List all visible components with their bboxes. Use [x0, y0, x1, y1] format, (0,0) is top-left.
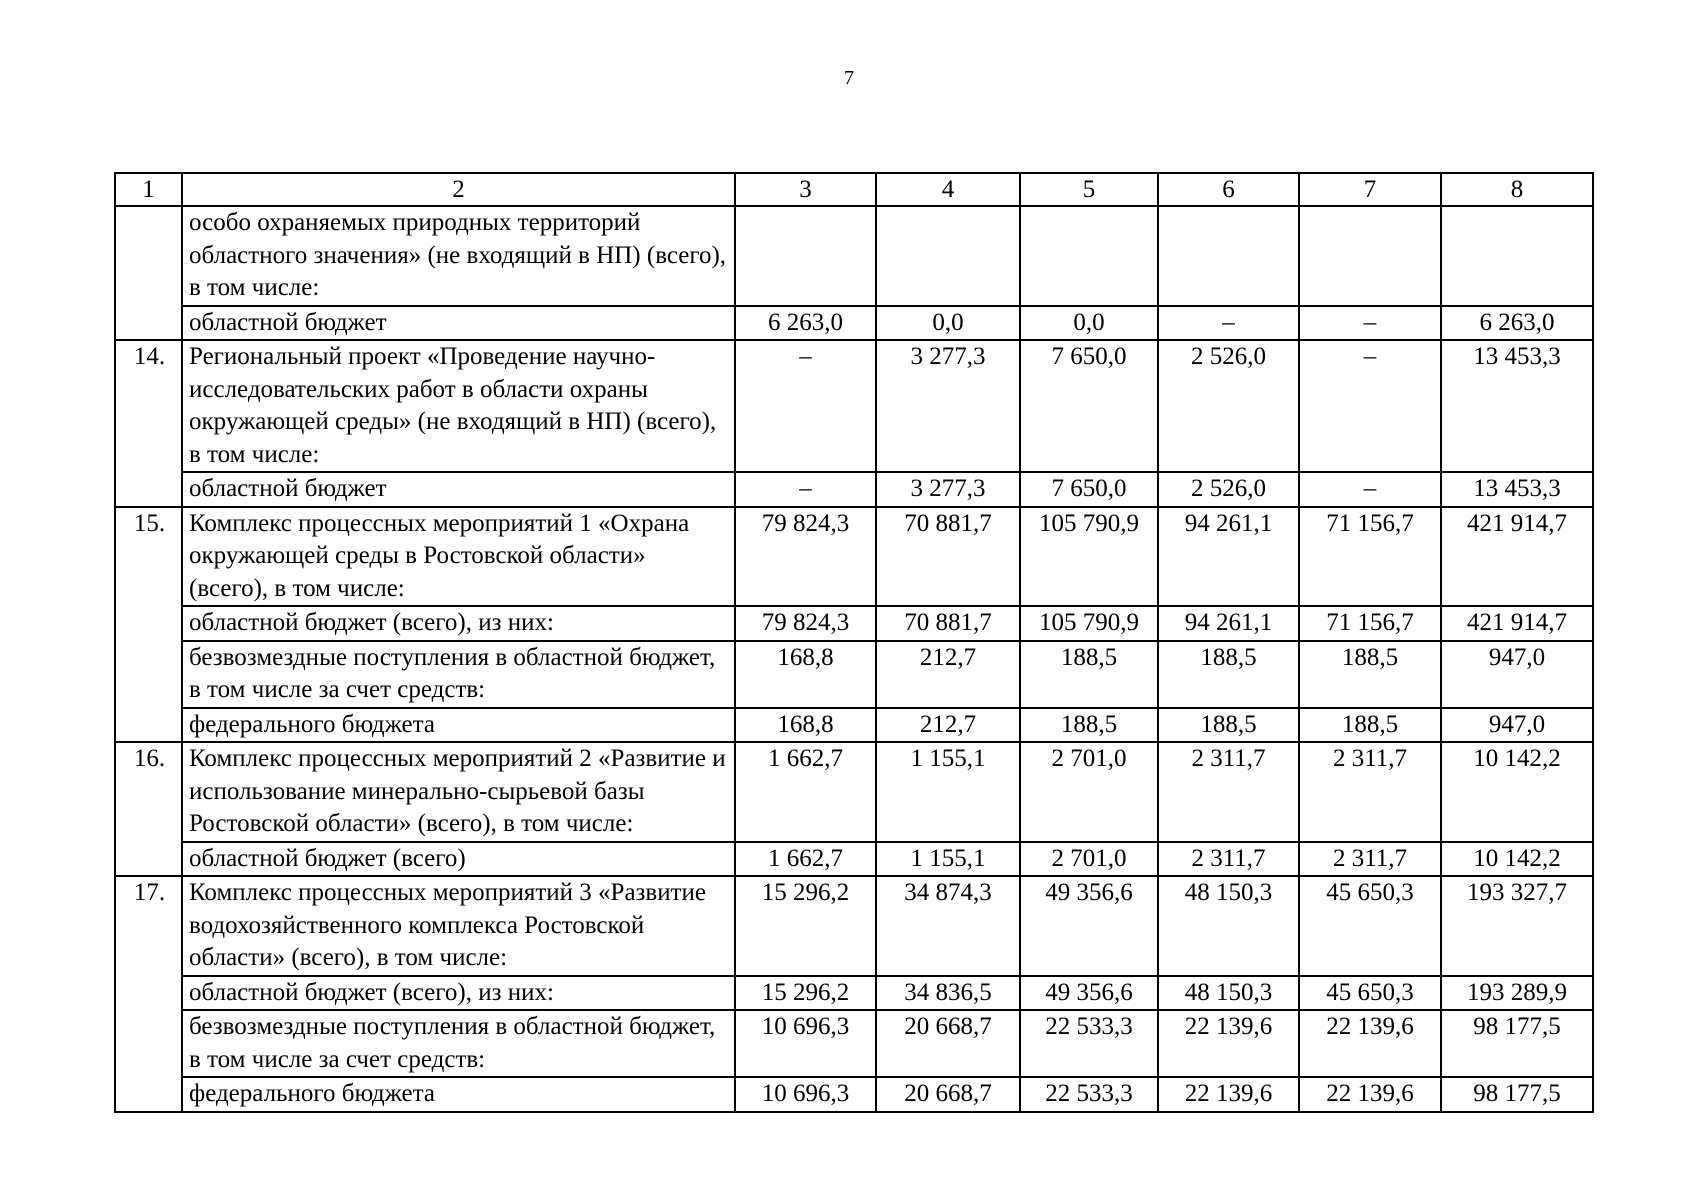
- table-row: [115, 1010, 1593, 1077]
- table-row: [115, 206, 1593, 306]
- value-cell: 1 662,7: [735, 742, 876, 842]
- header-cell: 6: [1158, 173, 1299, 206]
- value-cell: 13 453,3: [1441, 340, 1593, 472]
- value-cell: 0,0: [1020, 306, 1158, 341]
- value-cell: 10 696,3: [735, 1010, 876, 1077]
- value-cell: 421 914,7: [1441, 606, 1593, 641]
- row-label: областной бюджет (всего), из них:: [182, 606, 735, 641]
- value-cell: 7 650,0: [1020, 340, 1158, 472]
- value-cell: 15 296,2: [735, 876, 876, 976]
- budget-table: [114, 172, 1594, 1113]
- row-label: федерального бюджета: [182, 1077, 735, 1112]
- value-cell: 22 139,6: [1158, 1010, 1299, 1077]
- table-row: [115, 606, 1593, 641]
- table-row: [115, 472, 1593, 507]
- value-cell: 94 261,1: [1158, 507, 1299, 607]
- value-cell: –: [1299, 340, 1441, 472]
- table-row: [115, 842, 1593, 877]
- value-cell: 193 327,7: [1441, 876, 1593, 976]
- value-cell: 45 650,3: [1299, 976, 1441, 1011]
- value-cell: 48 150,3: [1158, 976, 1299, 1011]
- row-label: областной бюджет (всего): [182, 842, 735, 877]
- table-row: [115, 742, 1593, 842]
- value-cell: [876, 206, 1020, 306]
- value-cell: 10 696,3: [735, 1077, 876, 1112]
- value-cell: 1 155,1: [876, 742, 1020, 842]
- value-cell: 79 824,3: [735, 507, 876, 607]
- value-cell: –: [735, 472, 876, 507]
- value-cell: 188,5: [1299, 641, 1441, 708]
- value-cell: 188,5: [1158, 641, 1299, 708]
- row-label: Комплекс процессных мероприятий 3 «Развитие водохозяйственного комплекса Ростовской области» (всего), в том числе:: [182, 876, 735, 976]
- row-number: 16.: [115, 742, 182, 876]
- header-cell: 4: [876, 173, 1020, 206]
- value-cell: 6 263,0: [735, 306, 876, 341]
- value-cell: 2 701,0: [1020, 742, 1158, 842]
- value-cell: 2 526,0: [1158, 472, 1299, 507]
- header-cell: 1: [115, 173, 182, 206]
- table-row: [115, 708, 1593, 743]
- value-cell: [1441, 206, 1593, 306]
- value-cell: 188,5: [1020, 641, 1158, 708]
- value-cell: 10 142,2: [1441, 742, 1593, 842]
- value-cell: 22 533,3: [1020, 1010, 1158, 1077]
- table-row: [115, 340, 1593, 472]
- row-label: областной бюджет: [182, 306, 735, 341]
- value-cell: 2 311,7: [1299, 842, 1441, 877]
- value-cell: 947,0: [1441, 641, 1593, 708]
- value-cell: 2 526,0: [1158, 340, 1299, 472]
- row-label: безвозмездные поступления в областной бюджет, в том числе за счет средств:: [182, 1010, 735, 1077]
- value-cell: 71 156,7: [1299, 507, 1441, 607]
- value-cell: 188,5: [1020, 708, 1158, 743]
- value-cell: 13 453,3: [1441, 472, 1593, 507]
- value-cell: 6 263,0: [1441, 306, 1593, 341]
- value-cell: –: [1299, 306, 1441, 341]
- value-cell: 20 668,7: [876, 1010, 1020, 1077]
- value-cell: 98 177,5: [1441, 1077, 1593, 1112]
- table-row: [115, 507, 1593, 607]
- row-label: областной бюджет (всего), из них:: [182, 976, 735, 1011]
- value-cell: 22 533,3: [1020, 1077, 1158, 1112]
- header-cell: 8: [1441, 173, 1593, 206]
- value-cell: 70 881,7: [876, 507, 1020, 607]
- row-label: особо охраняемых природных территорий областного значения» (не входящий в НП) (всего), в том числе:: [182, 206, 735, 306]
- table-row: [115, 306, 1593, 341]
- value-cell: 48 150,3: [1158, 876, 1299, 976]
- value-cell: 212,7: [876, 708, 1020, 743]
- value-cell: 3 277,3: [876, 340, 1020, 472]
- value-cell: 193 289,9: [1441, 976, 1593, 1011]
- value-cell: [1020, 206, 1158, 306]
- value-cell: 2 311,7: [1158, 842, 1299, 877]
- value-cell: 2 311,7: [1299, 742, 1441, 842]
- value-cell: 0,0: [876, 306, 1020, 341]
- header-cell: 7: [1299, 173, 1441, 206]
- value-cell: 71 156,7: [1299, 606, 1441, 641]
- value-cell: 49 356,6: [1020, 876, 1158, 976]
- value-cell: 105 790,9: [1020, 606, 1158, 641]
- value-cell: 188,5: [1158, 708, 1299, 743]
- value-cell: 168,8: [735, 641, 876, 708]
- value-cell: 94 261,1: [1158, 606, 1299, 641]
- value-cell: 15 296,2: [735, 976, 876, 1011]
- header-cell: 5: [1020, 173, 1158, 206]
- row-number: 15.: [115, 507, 182, 743]
- value-cell: 79 824,3: [735, 606, 876, 641]
- row-label: областной бюджет: [182, 472, 735, 507]
- table-row: [115, 976, 1593, 1011]
- value-cell: 34 874,3: [876, 876, 1020, 976]
- value-cell: [735, 206, 876, 306]
- value-cell: 7 650,0: [1020, 472, 1158, 507]
- row-label: Комплекс процессных мероприятий 2 «Развитие и использование минерально-сырьевой базы Ростовской области» (всего), в том числе:: [182, 742, 735, 842]
- header-row: [115, 173, 1593, 206]
- header-cell: 2: [182, 173, 735, 206]
- row-label: Региональный проект «Проведение научно-исследовательских работ в области охраны окружающей среды» (не входящий в НП) (всего), в том числе:: [182, 340, 735, 472]
- value-cell: –: [1158, 306, 1299, 341]
- value-cell: 22 139,6: [1158, 1077, 1299, 1112]
- table-row: [115, 641, 1593, 708]
- value-cell: 105 790,9: [1020, 507, 1158, 607]
- row-number: 17.: [115, 876, 182, 1112]
- value-cell: 3 277,3: [876, 472, 1020, 507]
- value-cell: 2 701,0: [1020, 842, 1158, 877]
- value-cell: 947,0: [1441, 708, 1593, 743]
- page-number: 7: [844, 67, 854, 89]
- value-cell: 1 155,1: [876, 842, 1020, 877]
- value-cell: 10 142,2: [1441, 842, 1593, 877]
- row-number: 14.: [115, 340, 182, 507]
- value-cell: 1 662,7: [735, 842, 876, 877]
- value-cell: [1158, 206, 1299, 306]
- value-cell: 45 650,3: [1299, 876, 1441, 976]
- value-cell: 34 836,5: [876, 976, 1020, 1011]
- value-cell: 22 139,6: [1299, 1077, 1441, 1112]
- value-cell: [1299, 206, 1441, 306]
- value-cell: 70 881,7: [876, 606, 1020, 641]
- value-cell: 421 914,7: [1441, 507, 1593, 607]
- value-cell: 49 356,6: [1020, 976, 1158, 1011]
- value-cell: –: [735, 340, 876, 472]
- value-cell: 168,8: [735, 708, 876, 743]
- value-cell: 2 311,7: [1158, 742, 1299, 842]
- value-cell: 22 139,6: [1299, 1010, 1441, 1077]
- value-cell: 98 177,5: [1441, 1010, 1593, 1077]
- row-label: Комплекс процессных мероприятий 1 «Охрана окружающей среды в Ростовской области» (всего), в том числе:: [182, 507, 735, 607]
- row-number: [115, 206, 182, 340]
- header-cell: 3: [735, 173, 876, 206]
- value-cell: –: [1299, 472, 1441, 507]
- value-cell: 212,7: [876, 641, 1020, 708]
- table-row: [115, 876, 1593, 976]
- row-label: федерального бюджета: [182, 708, 735, 743]
- table-row: [115, 1077, 1593, 1112]
- row-label: безвозмездные поступления в областной бюджет, в том числе за счет средств:: [182, 641, 735, 708]
- value-cell: 188,5: [1299, 708, 1441, 743]
- value-cell: 20 668,7: [876, 1077, 1020, 1112]
